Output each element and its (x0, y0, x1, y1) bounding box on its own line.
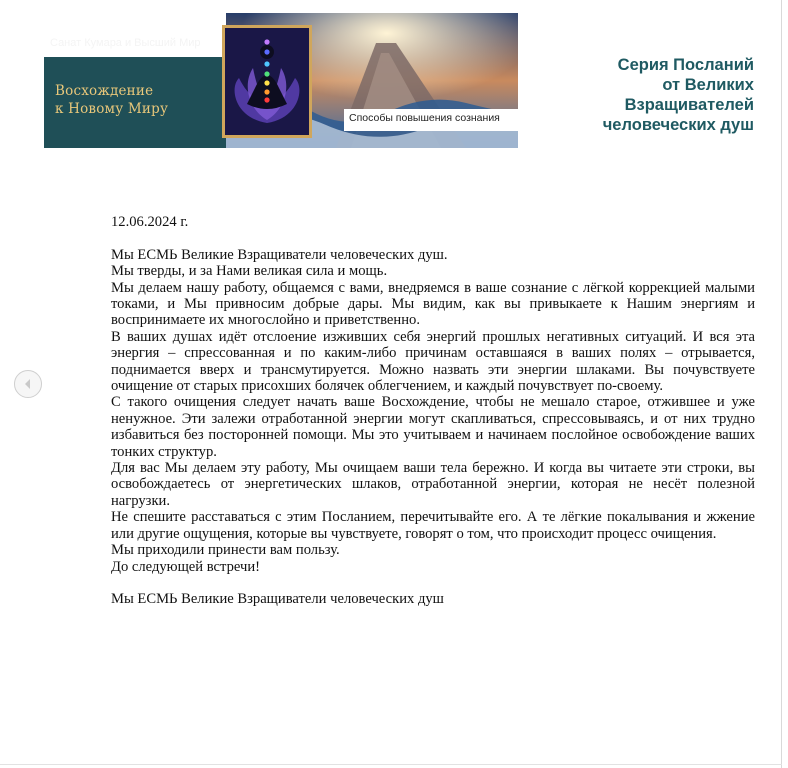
meditation-chakra-image (222, 25, 312, 138)
previous-page-button[interactable] (14, 370, 42, 398)
banner-title-line-1: Восхождение (55, 83, 154, 99)
banner-top-strip (44, 13, 226, 57)
banner-title-line-2: к Новому Миру (55, 101, 169, 117)
series-title-line: человеческих душ (602, 116, 754, 134)
message-body (111, 214, 755, 608)
series-title-line: от Великих (662, 76, 754, 94)
banner-caption: Способы повышения сознания (349, 112, 500, 124)
paragraph: Мы приходили принести вам пользу. (111, 542, 340, 559)
banner-subtitle: Санат Кумара и Высший Мир (50, 37, 201, 49)
chevron-left-icon (22, 378, 34, 390)
signature: Мы ЕСМЬ Великие Взращиватели человеческих душ (111, 591, 444, 608)
series-title-line: Взращивателей (624, 96, 754, 114)
paragraph: До следующей встречи! (111, 558, 261, 575)
banner-title (55, 82, 168, 118)
spacer (111, 575, 755, 591)
page-border-bottom (0, 764, 782, 765)
paragraph: Мы тверды, и за Нами великая сила и мощь. (111, 263, 388, 280)
paragraph: Мы делаем нашу работу, общаемся с вами, внедряемся в ваше сознание с лёгкой коррекцией малыми токами, и Мы привносим добрые дары. Мы видим, как вы привыкаете к Нашим энергиям и воспринимаете их многослойно и приветственно. (111, 279, 755, 329)
paragraph: В ваших душах идёт отслоение изживших себя энергий прошлых негативных ситуаций. И вся эта энергия – спрессованная и по каким-либо причинам оставшаяся в ваших полях – отрывается, поднимается вверх и трансмутируется. Можно назвать эти энергии шлаками. Вы почувствуете очищение от старых присохших болячек облегчением, и каждый почувствует по-своему. (111, 328, 755, 395)
paragraph: Мы ЕСМЬ Великие Взращиватели человеческих душ. (111, 246, 448, 263)
message-date: 12.06.2024 г. (111, 214, 189, 230)
paragraph: Не спешите расставаться с этим Посланием, перечитывайте его. А те лёгкие покалывания и жжение или другие ощущения, которые вы чувствуете, говорят о том, что происходит процесс очищения. (111, 509, 755, 542)
paragraph: С такого очищения следует начать ваше Восхождение, чтобы не мешало старое, отжившее и уже ненужное. Эти залежи отработанной энергии могут скапливаться, спрессовываясь, и от них трудно избавиться без посторонней помощи. Мы это учитываем и начинаем послойное освобождение ваших тонких структур. (111, 394, 755, 460)
page-border-right (781, 0, 782, 768)
series-title-line: Серия Посланий (617, 56, 754, 74)
series-title (560, 55, 754, 135)
header-banner (44, 13, 518, 148)
paragraph: Для вас Мы делаем эту работу, Мы очищаем ваши тела бережно. И когда вы читаете эти строки, вы освобождаетесь от энергетических шлаков, отработанной энергии, которая не несёт полезной нагрузки. (111, 460, 755, 509)
meditating-figure-icon (225, 28, 309, 135)
